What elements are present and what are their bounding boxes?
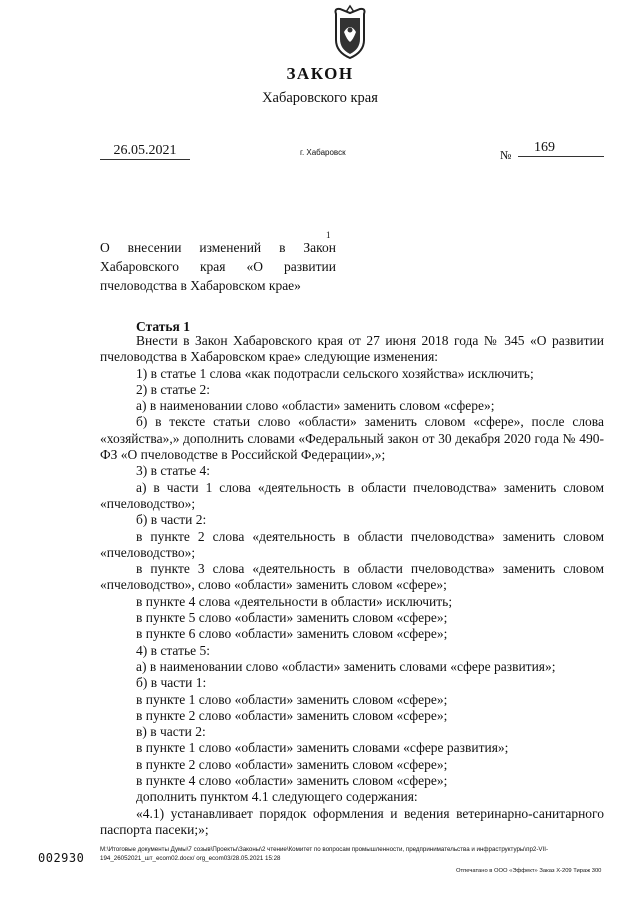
law-heading (100, 238, 336, 295)
heading-mark: 1 (326, 230, 331, 240)
heading-line: Хабаровского края «О развитии (100, 259, 336, 274)
paragraph: в пункте 4 слова «деятельности в области» исключить; (136, 593, 453, 609)
paragraph: в пункте 1 слово «области» заменить словом «сфере»; (136, 691, 448, 707)
footer-file-path: M:\Итоговые документы Думы\7 созыв\Проекты\Законы\2 чтение\Комитет по вопросам промышленности, предпринимательства и инфраструктуры\пр2-VII-194_26052021_шт_ecom02.docx/ org_ecom03/28.05.2021 15:28 (100, 846, 549, 862)
paragraph: в пункте 1 слово «области» заменить словами «сфере развития»; (136, 740, 509, 756)
paragraph-text: в пункте 2 слова «деятельность в области пчеловодства» заменить словом «пчеловодство»; (100, 528, 604, 560)
heading-line: пчеловодства в Хабаровском крае» (100, 278, 301, 293)
article-title: Статья 1 (136, 319, 190, 334)
paragraph (100, 561, 604, 594)
document-subtitle: Хабаровского края (262, 90, 378, 106)
paragraph: 3) в статье 4: (136, 463, 210, 479)
paragraph-text: в пункте 3 слова «деятельность в области пчеловодства» заменить словом «пчеловодство», слово «области» заменить словом «сфере»; (100, 561, 604, 593)
paragraph: а) в наименовании слово «области» заменить словом «сфере»; (136, 398, 495, 414)
document-number: 169 (518, 140, 604, 157)
document-city: г. Хабаровск (300, 148, 346, 157)
footer-doc-number: 002930 (38, 851, 85, 865)
paragraph: в пункте 5 слово «области» заменить словом «сфере»; (136, 610, 448, 626)
paragraph: а) в наименовании слово «области» заменить словами «сфере развития»; (136, 658, 556, 674)
paragraph-text: б) в тексте статьи слово «области» заменить словом «сфере», после слова «хозяйства»,» дополнить словами «Федеральный закон от 30 декабря 2020 года № 490-ФЗ «О пчеловодстве в Российской Федерации»,»; (100, 414, 604, 463)
paragraph-text: Внести в Закон Хабаровского края от 27 июня 2018 года № 345 «О развитии пчеловодства в Хабаровском крае» следующие изменения: (100, 333, 604, 365)
paragraph-text: а) в части 1 слова «деятельность в области пчеловодства» заменить словом «пчеловодство»; (100, 479, 604, 511)
paragraph: 1) в статье 1 слова «как подотрасли сельского хозяйства» исключить; (136, 365, 534, 381)
paragraph: в пункте 6 слово «области» заменить словом «сфере»; (136, 626, 448, 642)
paragraph: в) в части 2: (136, 724, 206, 740)
document-date: 26.05.2021 (100, 143, 190, 160)
paragraph (100, 529, 604, 562)
paragraph: дополнить пунктом 4.1 следующего содержания: (136, 789, 418, 805)
article-body (100, 333, 604, 838)
paragraph: б) в части 2: (136, 512, 207, 528)
paragraph (100, 480, 604, 513)
paragraph: в пункте 4 слово «области» заменить словом «сфере»; (136, 773, 448, 789)
coat-of-arms-emblem (326, 4, 374, 60)
paragraph (100, 414, 604, 463)
paragraph: 4) в статье 5: (136, 642, 210, 658)
paragraph: 2) в статье 2: (136, 381, 210, 397)
paragraph-text: «4.1) устанавливает порядок оформления и ведения ветеринарно-санитарного паспорта пасеки;»; (100, 805, 604, 837)
document-title: ЗАКОН (286, 64, 354, 83)
paragraph (100, 806, 604, 839)
paragraph (100, 333, 604, 366)
heading-line: О внесении изменений в Закон (100, 240, 336, 255)
paragraph: в пункте 2 слово «области» заменить словом «сфере»; (136, 756, 448, 772)
number-sign: № (500, 148, 512, 162)
footer-print-info: Отпечатано в ООО «Эффект» Заказ X-209 Тираж 300 (456, 868, 602, 874)
paragraph: в пункте 2 слово «области» заменить словом «сфере»; (136, 707, 448, 723)
paragraph: б) в части 1: (136, 675, 207, 691)
